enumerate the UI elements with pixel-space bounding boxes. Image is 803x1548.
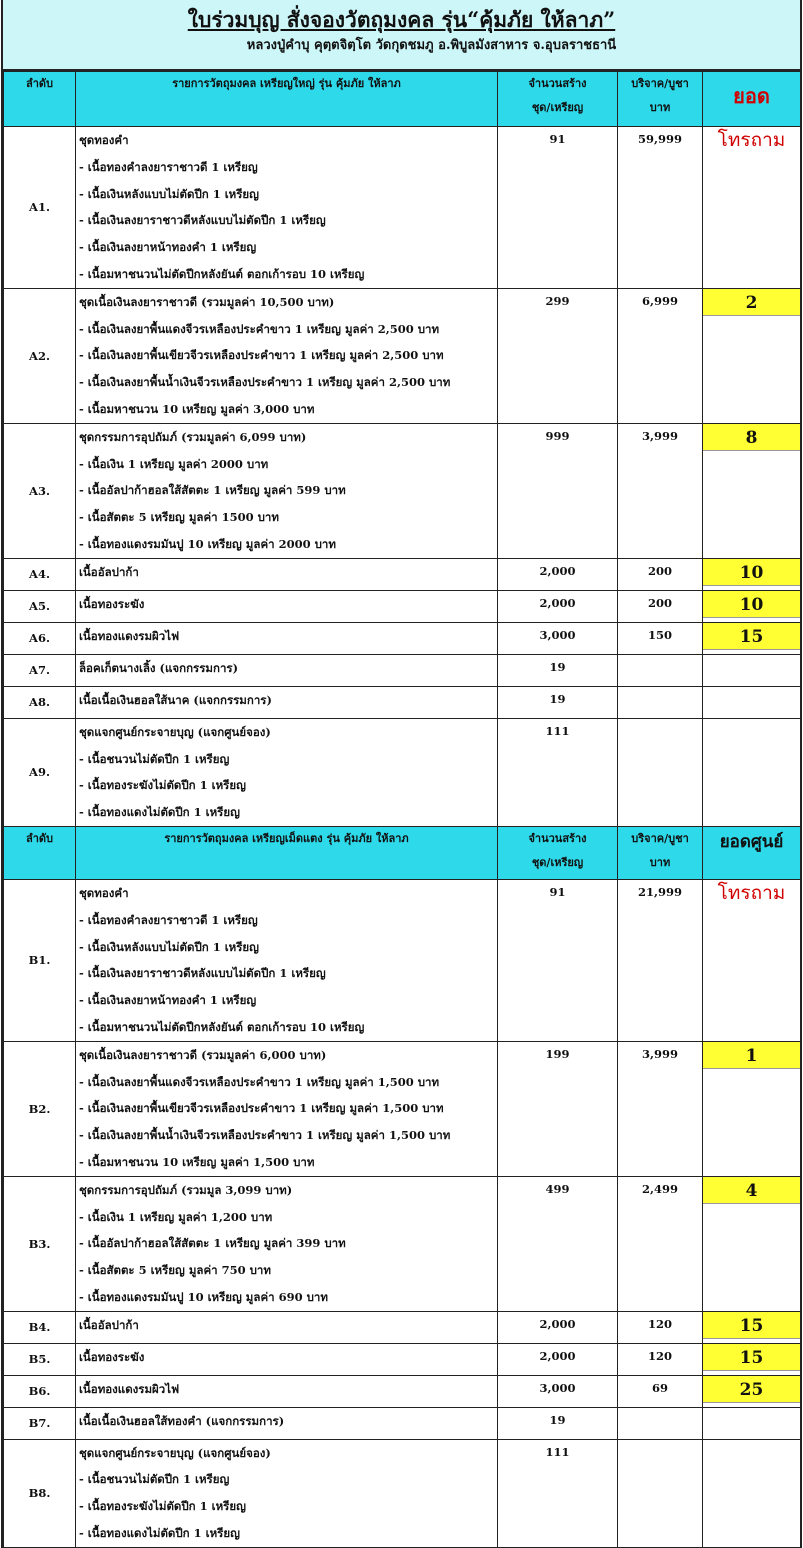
price-cell: 120 (618, 1343, 703, 1375)
item-line: ชุดทองคำ (79, 885, 129, 900)
item-line: ชุดกรรมการอุปถัมภ์ (รวมมูลค่า 6,099 บาท) (79, 429, 307, 444)
table-row (4, 1041, 801, 1176)
item-description (76, 1343, 498, 1375)
quantity-cell: 3,000 (498, 1375, 618, 1407)
item-line: - เนื้อเงินลงยาราชาวดีหลังแบบไม่ตัดปีก 1 เหรียญ (79, 213, 326, 228)
header-no: ลำดับ (4, 826, 76, 879)
price-cell (618, 1407, 703, 1439)
table-row (4, 686, 801, 718)
item-line: ชุดแจกศูนย์กระจายบุญ (แจกศูนย์จอง) (79, 1445, 271, 1460)
item-line: - เนื้อเงินลงยาหน้าทองคำ 1 เหรียญ (79, 993, 257, 1008)
row-code: A8. (4, 686, 76, 718)
header-price-line1: บริจาค/บูชา (631, 831, 689, 845)
table-row (4, 1311, 801, 1343)
total-cell (703, 718, 801, 826)
item-line: เนื้อเนื้อเงินฮอลใส้นาค (แจกกรรมการ) (79, 692, 272, 707)
item-line: - เนื้อชนวนไม่ตัดปีก 1 เหรียญ (79, 751, 230, 766)
item-description (76, 288, 498, 423)
item-line: - เนื้อทองระฆังไม่ตัดปีก 1 เหรียญ (79, 1499, 246, 1514)
row-code: A6. (4, 622, 76, 654)
page-title: ใบร่วมบุญ สั่งจองวัตถุมงคล รุ่น“คุ้มภัย ให้ลาภ” (187, 7, 616, 32)
header-quantity-line2: ชุด/เหรียญ (531, 101, 584, 114)
total-cell (703, 879, 801, 1041)
header-quantity (498, 72, 618, 127)
row-code: A7. (4, 654, 76, 686)
quantity-cell: 111 (498, 1439, 618, 1547)
ask-by-phone: โทรถาม (717, 881, 786, 904)
row-code: B2. (4, 1041, 76, 1176)
table-row (4, 1407, 801, 1439)
row-code: A4. (4, 558, 76, 590)
header-price-line2: บาท (649, 101, 671, 114)
table-row (4, 590, 801, 622)
quantity-cell: 19 (498, 686, 618, 718)
item-description (76, 718, 498, 826)
header-quantity-line2: ชุด/เหรียญ (531, 855, 584, 869)
item-line: - เนื้อทองคำลงยาราชาวดี 1 เหรียญ (79, 912, 258, 927)
price-cell: 200 (618, 558, 703, 590)
total-cell (703, 590, 801, 622)
table-row (4, 654, 801, 686)
price-cell: 120 (618, 1311, 703, 1343)
header-price (618, 826, 703, 879)
item-line: - เนื้อมหาชนวน 10 เหรียญ มูลค่า 3,000 บาท (79, 401, 315, 416)
item-line: - เนื้อเงิน 1 เหรียญ มูลค่า 1,200 บาท (79, 1209, 273, 1224)
item-line: - เนื้อมหาชนวนไม่ตัดปีกหลังยันต์ ตอกเก้ารอบ 10 เหรียญ (79, 266, 365, 281)
header-total: ยอดศูนย์ (703, 826, 801, 879)
item-line: - เนื้ออัลปาก้าฮอลใส้สัตตะ 1 เหรียญ มูลค่า 599 บาท (79, 483, 346, 498)
total-cell (703, 288, 801, 423)
item-line: เนื้ออัลปาก้า (79, 1317, 139, 1332)
header-price-line1: บริจาค/บูชา (631, 77, 689, 90)
table-row (4, 127, 801, 289)
row-code: B4. (4, 1311, 76, 1343)
order-count: 15 (703, 623, 800, 650)
item-line: - เนื้อสัตตะ 5 เหรียญ มูลค่า 750 บาท (79, 1263, 271, 1278)
item-line: - เนื้อเงินลงยาพื้นเขียวจีวรเหลืองประคำขาว 1 เหรียญ มูลค่า 2,500 บาท (79, 348, 444, 363)
item-description (76, 127, 498, 289)
price-cell (618, 1439, 703, 1547)
price-cell: 6,999 (618, 288, 703, 423)
item-line: - เนื้อเงินลงยาพื้นน้ำเงินจีวรเหลืองประคำขาว 1 เหรียญ มูลค่า 2,500 บาท (79, 375, 451, 390)
total-cell (703, 1343, 801, 1375)
page-subtitle: หลวงปู่คำบุ คุตฺตจิตฺโต วัดกุดชมภู อ.พิบูลมังสาหาร จ.อุบลราชธานี (246, 38, 617, 53)
item-line: - เนื้อทองแดงรมมันปู 10 เหรียญ มูลค่า 2000 บาท (79, 536, 336, 551)
order-count: 4 (703, 1177, 800, 1204)
item-line: ชุดเนื้อเงินลงยาราชาวดี (รวมมูลค่า 6,000 บาท) (79, 1047, 327, 1062)
item-line: - เนื้อเงิน 1 เหรียญ มูลค่า 2000 บาท (79, 456, 269, 471)
order-count: 8 (703, 424, 800, 451)
item-line: - เนื้อทองคำลงยาราชาวดี 1 เหรียญ (79, 159, 258, 174)
order-count: 15 (703, 1312, 800, 1339)
header-quantity-line1: จำนวนสร้าง (528, 77, 587, 90)
total-cell (703, 1311, 801, 1343)
quantity-cell: 2,000 (498, 1343, 618, 1375)
item-line: เนื้อทองแดงรมผิวไฟ (79, 628, 180, 643)
table-row (4, 288, 801, 423)
header-total: ยอด (703, 72, 801, 127)
table-row (4, 879, 801, 1041)
row-code: B5. (4, 1343, 76, 1375)
item-line: - เนื้อเงินลงยาพื้นแดงจีวรเหลืองประคำขาว 1 เหรียญ มูลค่า 1,500 บาท (79, 1074, 440, 1089)
item-description (76, 1176, 498, 1311)
order-count: 1 (703, 1042, 800, 1069)
order-count: 25 (703, 1376, 800, 1403)
price-cell (618, 718, 703, 826)
price-cell: 2,499 (618, 1176, 703, 1311)
item-line: ชุดแจกศูนย์กระจายบุญ (แจกศูนย์จอง) (79, 724, 271, 739)
table-header-row (4, 826, 801, 879)
row-code: B7. (4, 1407, 76, 1439)
total-cell (703, 1439, 801, 1547)
table-row (4, 622, 801, 654)
quantity-cell: 2,000 (498, 558, 618, 590)
item-line: - เนื้อมหาชนวน 10 เหรียญ มูลค่า 1,500 บาท (79, 1154, 315, 1169)
price-cell: 150 (618, 622, 703, 654)
order-count: 10 (703, 559, 800, 586)
item-line: ชุดกรรมการอุปถัมภ์ (รวมมูล 3,099 บาท) (79, 1182, 293, 1197)
total-cell (703, 654, 801, 686)
item-description (76, 1311, 498, 1343)
table-row (4, 558, 801, 590)
header-no: ลำดับ (4, 72, 76, 127)
item-line: ล็อคเก็ตนางเลิ้ง (แจกกรรมการ) (79, 660, 239, 675)
order-table (3, 71, 801, 1548)
table-row (4, 1176, 801, 1311)
item-line: - เนื้อเงินลงยาพื้นน้ำเงินจีวรเหลืองประคำขาว 1 เหรียญ มูลค่า 1,500 บาท (79, 1128, 451, 1143)
item-description (76, 1439, 498, 1547)
row-code: B8. (4, 1439, 76, 1547)
price-cell: 59,999 (618, 127, 703, 289)
header-quantity (498, 826, 618, 879)
quantity-cell: 19 (498, 654, 618, 686)
total-cell (703, 127, 801, 289)
header-quantity-line1: จำนวนสร้าง (528, 831, 587, 845)
header-item-list: รายการวัตถุมงคล เหรียญเม็ดแตง รุ่น คุ้มภัย ให้ลาภ (76, 826, 498, 879)
item-description (76, 558, 498, 590)
item-line: - เนื้อเงินหลังแบบไม่ตัดปีก 1 เหรียญ (79, 186, 259, 201)
price-cell: 3,999 (618, 423, 703, 558)
price-cell: 69 (618, 1375, 703, 1407)
quantity-cell: 111 (498, 718, 618, 826)
item-line: - เนื้ออัลปาก้าฮอลใส้สัตตะ 1 เหรียญ มูลค่า 399 บาท (79, 1236, 346, 1251)
row-code: A3. (4, 423, 76, 558)
item-line: เนื้ออัลปาก้า (79, 564, 139, 579)
item-description (76, 686, 498, 718)
item-description (76, 622, 498, 654)
table-row (4, 1375, 801, 1407)
quantity-cell: 499 (498, 1176, 618, 1311)
item-line: - เนื้อเงินหลังแบบไม่ตัดปีก 1 เหรียญ (79, 939, 259, 954)
item-description (76, 1375, 498, 1407)
quantity-cell: 2,000 (498, 1311, 618, 1343)
order-count: 15 (703, 1344, 800, 1371)
order-count: 2 (703, 289, 800, 316)
row-code: A5. (4, 590, 76, 622)
total-cell (703, 423, 801, 558)
item-line: - เนื้อมหาชนวนไม่ตัดปีกหลังยันต์ ตอกเก้ารอบ 10 เหรียญ (79, 1019, 365, 1034)
price-cell: 3,999 (618, 1041, 703, 1176)
total-cell (703, 622, 801, 654)
order-form (1, 0, 802, 1548)
item-description (76, 590, 498, 622)
item-line: - เนื้อสัตตะ 5 เหรียญ มูลค่า 1500 บาท (79, 510, 279, 525)
total-cell (703, 558, 801, 590)
item-line: - เนื้อเงินลงยาราชาวดีหลังแบบไม่ตัดปีก 1 เหรียญ (79, 966, 326, 981)
item-description (76, 654, 498, 686)
total-cell (703, 1176, 801, 1311)
row-code: A2. (4, 288, 76, 423)
item-line: - เนื้อชนวนไม่ตัดปีก 1 เหรียญ (79, 1472, 230, 1487)
order-count: 10 (703, 591, 800, 618)
item-description (76, 1041, 498, 1176)
item-line: - เนื้อทองระฆังไม่ตัดปีก 1 เหรียญ (79, 778, 246, 793)
item-line: เนื้อทองระฆัง (79, 596, 145, 611)
price-cell (618, 686, 703, 718)
quantity-cell: 19 (498, 1407, 618, 1439)
row-code: B6. (4, 1375, 76, 1407)
item-line: - เนื้อเงินลงยาพื้นแดงจีวรเหลืองประคำขาว 1 เหรียญ มูลค่า 2,500 บาท (79, 321, 440, 336)
total-cell (703, 1407, 801, 1439)
total-cell (703, 1041, 801, 1176)
row-code: B3. (4, 1176, 76, 1311)
quantity-cell: 91 (498, 879, 618, 1041)
quantity-cell: 2,000 (498, 590, 618, 622)
price-cell: 21,999 (618, 879, 703, 1041)
item-line: ชุดทองคำ (79, 133, 129, 147)
title-block (3, 0, 800, 71)
table-row (4, 718, 801, 826)
quantity-cell: 199 (498, 1041, 618, 1176)
item-line: ชุดเนื้อเงินลงยาราชาวดี (รวมมูลค่า 10,500 บาท) (79, 294, 335, 309)
table-row (4, 1343, 801, 1375)
item-line: - เนื้อเงินลงยาหน้าทองคำ 1 เหรียญ (79, 240, 257, 255)
price-cell: 200 (618, 590, 703, 622)
header-price (618, 72, 703, 127)
quantity-cell: 91 (498, 127, 618, 289)
quantity-cell: 299 (498, 288, 618, 423)
item-line: เนื้อเนื้อเงินฮอลใส้ทองคำ (แจกกรรมการ) (79, 1413, 285, 1428)
total-cell (703, 1375, 801, 1407)
header-item-list: รายการวัตถุมงคล เหรียญใหญ่ รุ่น คุ้มภัย ให้ลาภ (76, 72, 498, 127)
table-row (4, 423, 801, 558)
row-code: B1. (4, 879, 76, 1041)
quantity-cell: 3,000 (498, 622, 618, 654)
item-description (76, 423, 498, 558)
item-line: เนื้อทองระฆัง (79, 1349, 145, 1364)
item-line: - เนื้อทองแดงไม่ตัดปีก 1 เหรียญ (79, 805, 240, 820)
item-line: - เนื้อทองแดงรมมันปู 10 เหรียญ มูลค่า 690 บาท (79, 1289, 328, 1304)
item-line: - เนื้อเงินลงยาพื้นเขียวจีวรเหลืองประคำขาว 1 เหรียญ มูลค่า 1,500 บาท (79, 1101, 444, 1116)
table-header-row (4, 72, 801, 127)
item-description (76, 879, 498, 1041)
item-line: - เนื้อทองแดงไม่ตัดปีก 1 เหรียญ (79, 1526, 240, 1541)
table-row (4, 1439, 801, 1547)
quantity-cell: 999 (498, 423, 618, 558)
ask-by-phone: โทรถาม (717, 129, 786, 151)
price-cell (618, 654, 703, 686)
row-code: A1. (4, 127, 76, 289)
row-code: A9. (4, 718, 76, 826)
header-price-line2: บาท (649, 855, 671, 869)
total-cell (703, 686, 801, 718)
item-description (76, 1407, 498, 1439)
item-line: เนื้อทองแดงรมผิวไฟ (79, 1381, 180, 1396)
